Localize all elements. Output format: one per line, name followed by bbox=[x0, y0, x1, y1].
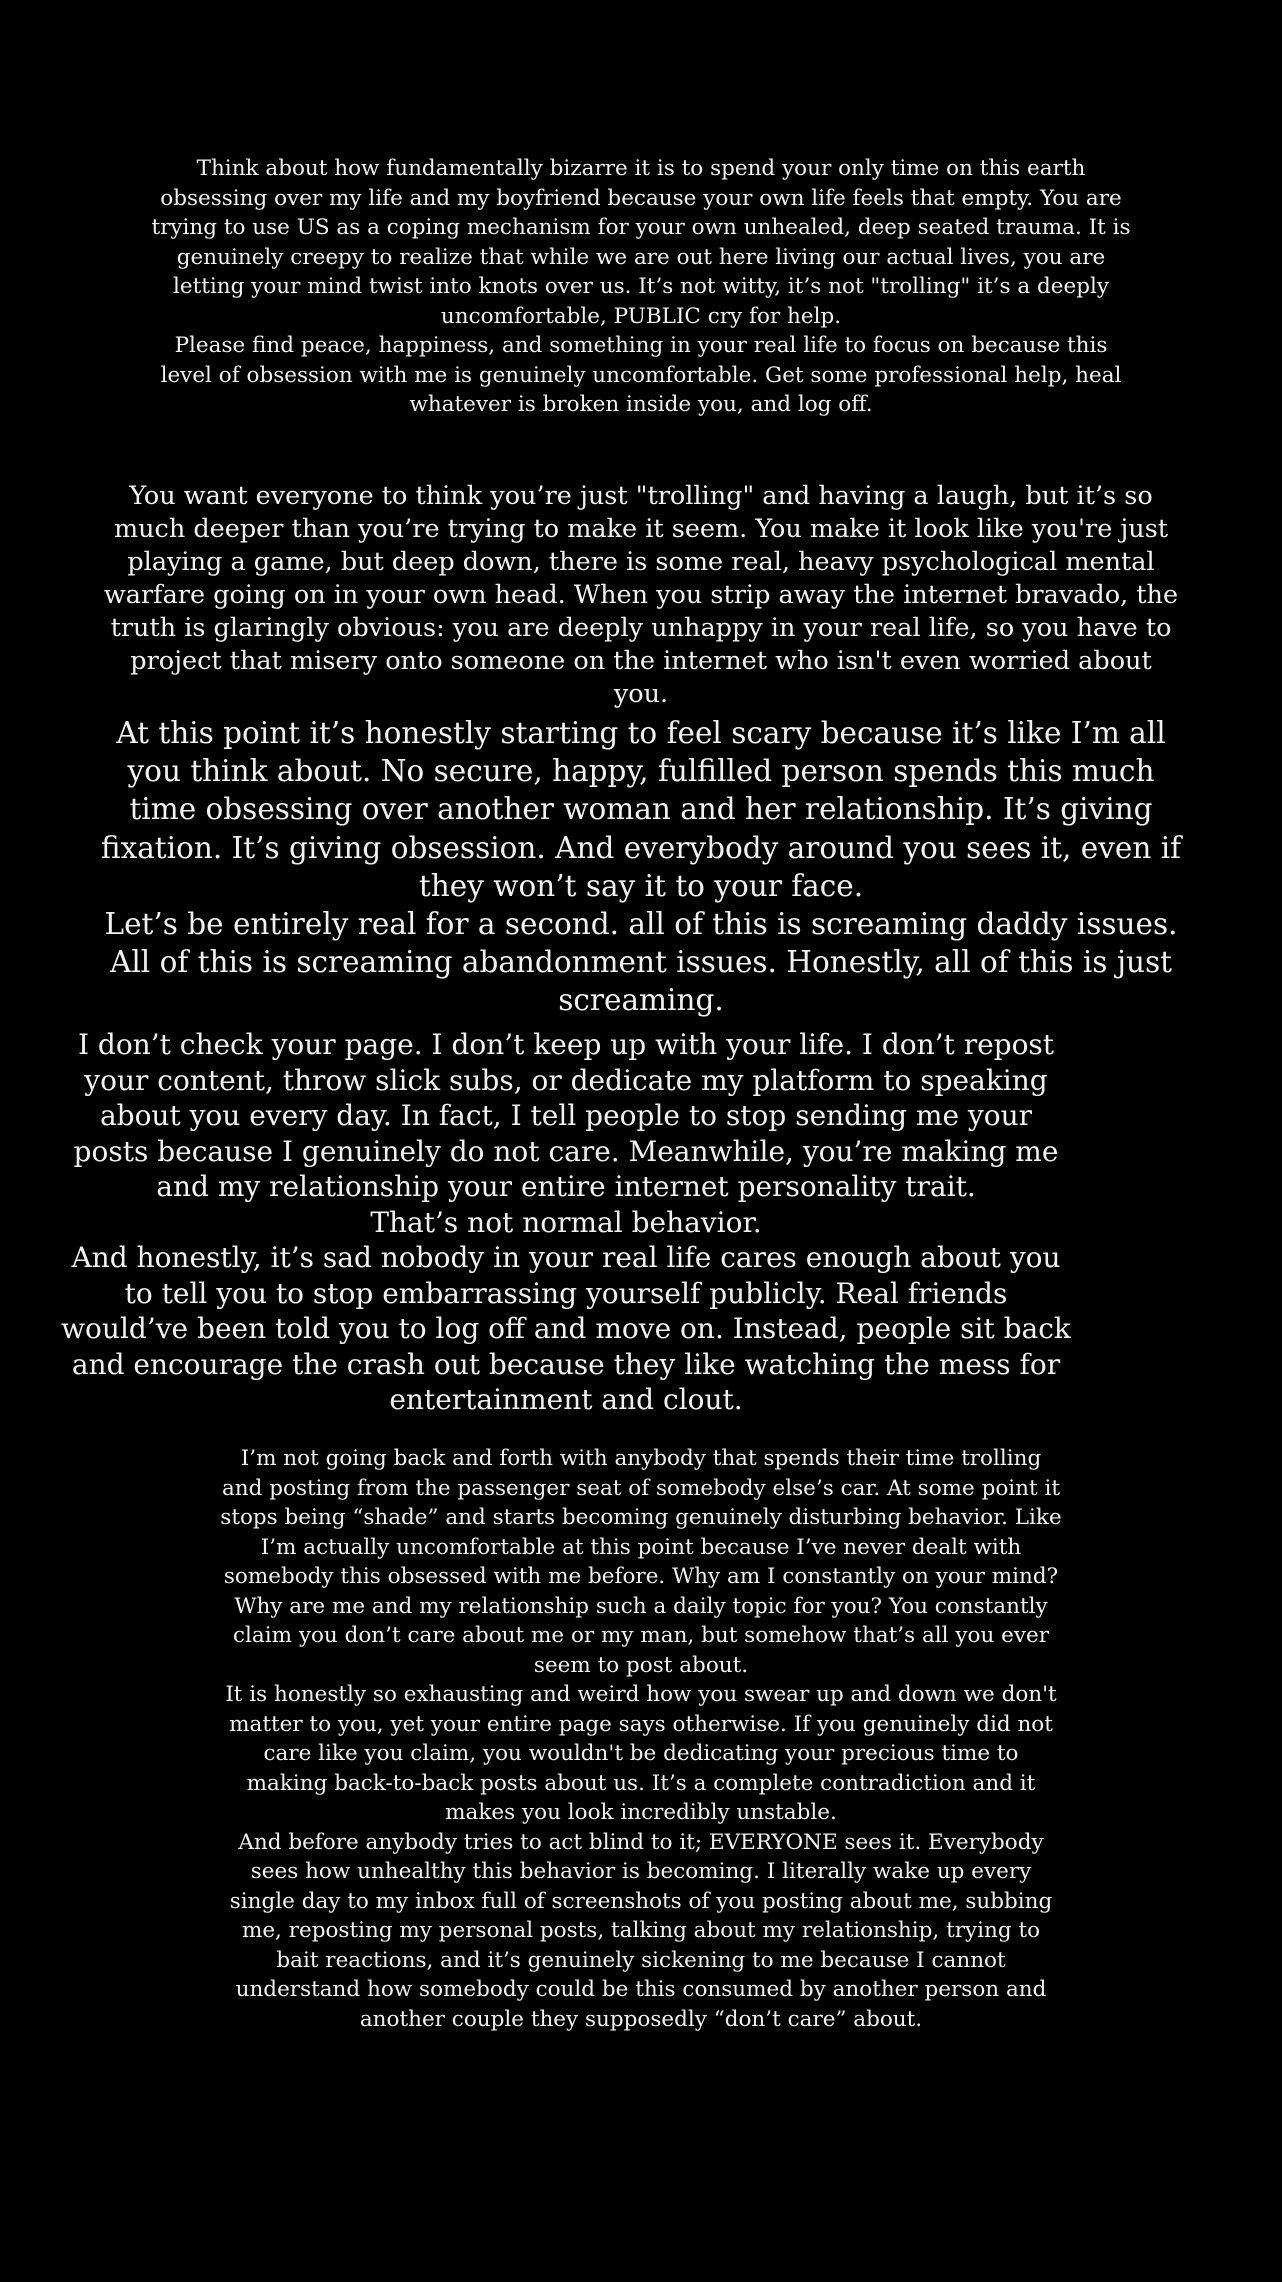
text-block-2 bbox=[100, 480, 1182, 711]
paragraph: And before anybody tries to act blind to it; EVERYONE sees it. Everybody sees how unhealthy this behavior is becoming. I literally wake up every single day to my inbox full of screenshots of you posting about me, subbing me, reposting my personal posts, talking about my relationship, trying to bait reactions, and it’s genuinely sickening to me because I cannot understand how somebody could be this consumed by another person and another couple they supposedly “don’t care” about. bbox=[229, 1829, 1053, 2032]
paragraph: Please find peace, happiness, and something in your real life to focus on because this level of obsession with me is genuinely uncomfortable. Get some professional help, heal whatever is broken inside you, and log off. bbox=[160, 333, 1122, 417]
paragraph: Think about how fundamentally bizarre it is to spend your only time on this earth obsessing over my life and my boyfriend because your own life feels that empty. You are trying to use US as a coping mechanism for your own unhealed, deep seated trauma. It is genuinely creepy to realize that while we are out here living our actual lives, you are letting your mind twist into knots over us. It’s not witty, it’s not "trolling" it’s a deeply uncomfortable, PUBLIC cry for help. bbox=[151, 156, 1131, 329]
paragraph: I don’t check your page. I don’t keep up with your life. I don’t repost your content, throw slick subs, or dedicate my platform to speaking about you every day. In fact, I tell people to stop sending me your posts because I genuinely do not care. Meanwhile, you’re making me and my relationship your entire internet personality trait. bbox=[73, 1028, 1059, 1203]
paragraph: And honestly, it’s sad nobody in your real life cares enough about you to tell you to stop embarrassing yourself publicly. Real friends would’ve been told you to log off and move on. Instead, people sit back and encourage the crash out because they like watching the mess for entertainment and clout. bbox=[61, 1241, 1071, 1416]
text-block-3 bbox=[90, 714, 1192, 1020]
text-block-4 bbox=[60, 1027, 1072, 1418]
paragraph: That’s not normal behavior. bbox=[370, 1205, 762, 1239]
text-block-5 bbox=[220, 1444, 1062, 2034]
paragraph: It is honestly so exhausting and weird how you swear up and down we don't matter to you, yet your entire page says otherwise. If you genuinely did not care like you claim, you wouldn't be dedicating your precious time to making back-to-back posts about us. It’s a complete contradiction and it makes you look incredibly unstable. bbox=[225, 1682, 1057, 1825]
paragraph: At this point it’s honestly starting to feel scary because it’s like I’m all you think about. No secure, happy, fulfilled person spends this much time obsessing over another woman and her relationship. It’s giving fixation. It’s giving obsession. And everybody around you sees it, even if they won’t say it to your face. bbox=[100, 716, 1182, 903]
text-block-1 bbox=[150, 154, 1132, 420]
paragraph: Let’s be entirely real for a second. all of this is screaming daddy issues. All of this is screaming abandonment issues. Honestly, all of this is just screaming. bbox=[104, 907, 1178, 1018]
paragraph: You want everyone to think you’re just "trolling" and having a laugh, but it’s so much deeper than you’re trying to make it seem. You make it look like you're just playing a game, but deep down, there is some real, heavy psychological mental warfare going on in your own head. When you strip away the internet bravado, the truth is glaringly obvious: you are deeply unhappy in your real life, so you have to project that misery onto someone on the internet who isn't even worried about you. bbox=[103, 481, 1179, 709]
paragraph: I’m not going back and forth with anybody that spends their time trolling and posting from the passenger seat of somebody else’s car. At some point it stops being “shade” and starts becoming genuinely disturbing behavior. Like I’m actually uncomfortable at this point because I’ve never dealt with somebody this obsessed with me before. Why am I constantly on your mind? Why are me and my relationship such a daily topic for you? You constantly claim you don’t care about me or my man, but somehow that’s all you ever seem to post about. bbox=[220, 1446, 1062, 1678]
